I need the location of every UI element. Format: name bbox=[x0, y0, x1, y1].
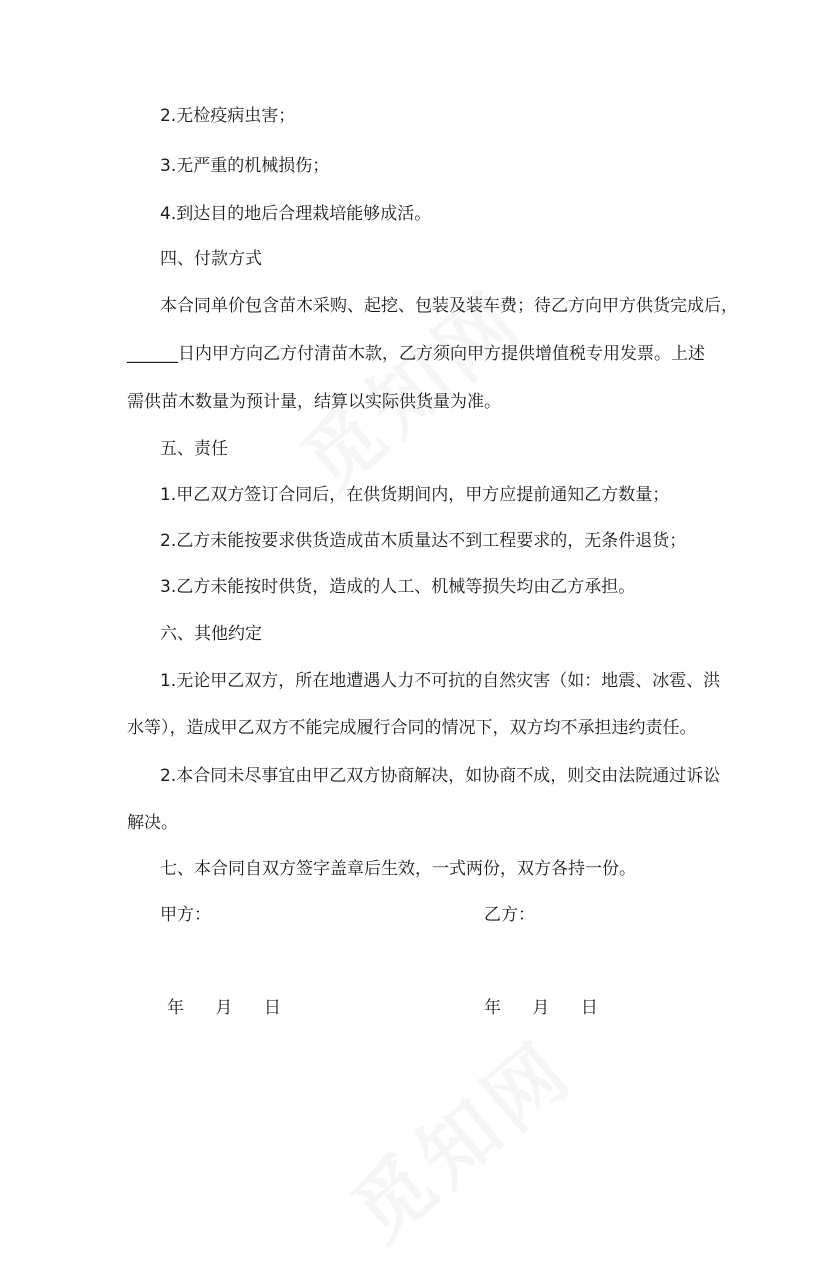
payment-paragraph-line: ______日内甲方向乙方付清苗木款，乙方须向甲方提供增值税专用发票。上述 bbox=[127, 344, 705, 364]
date-day-label: 日 bbox=[263, 998, 281, 1018]
liability-item-1: 1.甲乙双方签订合同后，在供货期间内，甲方应提前通知乙方数量； bbox=[160, 485, 670, 505]
date-month-label: 月 bbox=[532, 998, 550, 1018]
quality-item-4: 4.到达目的地后合理栽培能够成活。 bbox=[160, 204, 432, 224]
quality-item-3: 3.无严重的机械损伤； bbox=[160, 156, 330, 176]
section-heading-other-terms: 六、其他约定 bbox=[160, 624, 262, 644]
other-terms-item-2: 2.本合同未尽事宜由甲乙双方协商解决，如协商不成，则交由法院通过诉讼 bbox=[160, 766, 721, 786]
date-month-label: 月 bbox=[215, 998, 233, 1018]
party-b-date bbox=[484, 996, 598, 1020]
liability-item-3: 3.乙方未能按时供货，造成的人工、机械等损失均由乙方承担。 bbox=[160, 577, 636, 597]
date-year-label: 年 bbox=[484, 998, 501, 1018]
section-effective-clause: 七、本合同自双方签字盖章后生效，一式两份，双方各持一份。 bbox=[160, 859, 636, 879]
section-heading-liability: 五、责任 bbox=[160, 439, 228, 459]
party-a-date bbox=[167, 996, 281, 1020]
watermark bbox=[324, 1010, 594, 1262]
payment-paragraph-line: 需供苗木数量为预计量，结算以实际供货量为准。 bbox=[127, 392, 501, 412]
date-year-label: 年 bbox=[167, 998, 184, 1018]
party-a-signature-label: 甲方： bbox=[160, 905, 211, 925]
other-terms-item-1: 1.无论甲乙双方，所在地遭遇人力不可抗的自然灾害（如：地震、冰雹、洪 bbox=[160, 671, 721, 691]
party-b-signature-label: 乙方： bbox=[484, 905, 535, 925]
other-terms-item-2-continued: 解决。 bbox=[127, 813, 178, 833]
other-terms-item-1-continued: 水等），造成甲乙双方不能完成履行合同的情况下，双方均不承担违约责任。 bbox=[127, 718, 697, 738]
payment-paragraph-line: 本合同单价包含苗木采购、起挖、包装及装车费；待乙方向甲方供货完成后， bbox=[160, 296, 738, 316]
quality-item-2: 2.无检疫病虫害； bbox=[160, 106, 296, 126]
section-heading-payment: 四、付款方式 bbox=[160, 249, 262, 269]
liability-item-2: 2.乙方未能按要求供货造成苗木质量达不到工程要求的，无条件退货； bbox=[160, 531, 687, 551]
date-day-label: 日 bbox=[580, 998, 598, 1018]
